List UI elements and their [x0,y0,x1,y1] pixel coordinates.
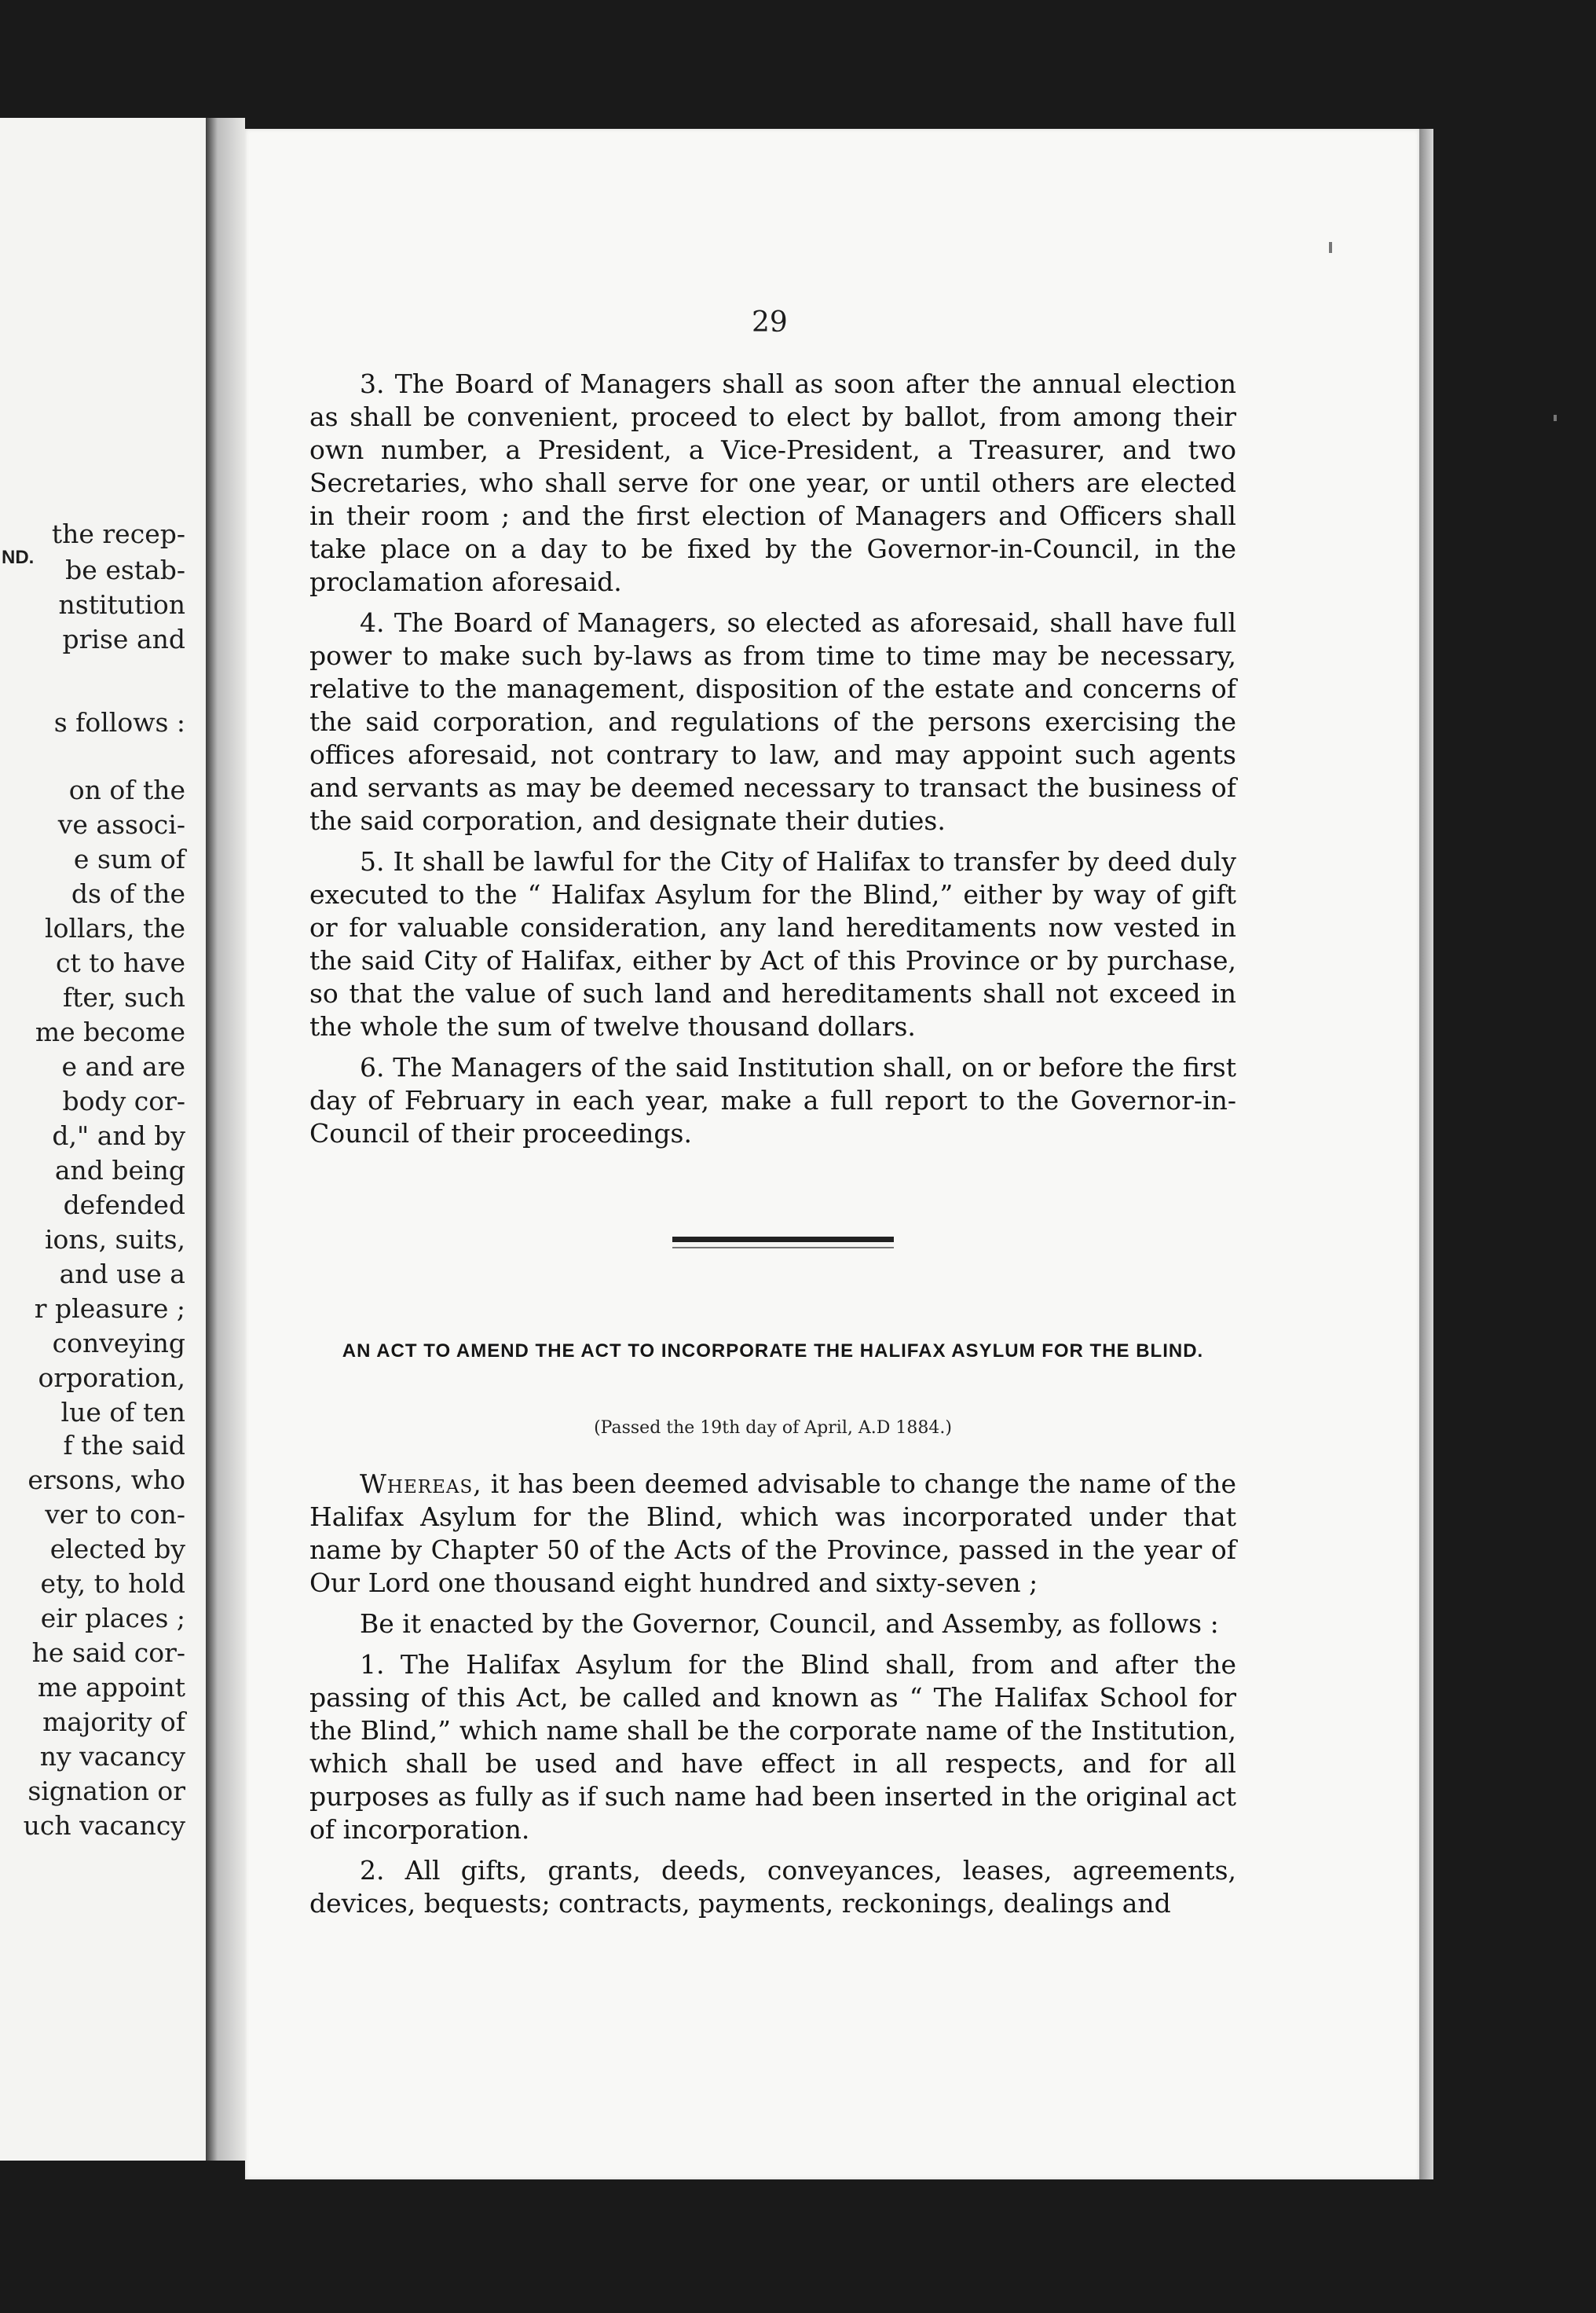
act-title: AN ACT TO AMEND THE ACT TO INCORPORATE THE HALIFAX ASYLUM FOR THE BLIND. [342,1340,1204,1362]
book-gutter [206,118,245,2161]
left-page-line: ct to have [56,948,185,978]
section-3: 3. The Board of Managers shall as soon after the annual election as shall be convenient, proceed to elect by ballot, from among their own number, a President, a Vice-President, a Treasurer, and two Secretaries, who shall serve for one year, or until others are elected in their room ; and the first election of Managers and Officers shall take place on a day to be fixed by the Governor-in-Council, in the proclamation aforesaid. [309,368,1236,597]
left-page-line: ety, to hold [40,1568,185,1599]
left-page-line: conveying [52,1328,185,1358]
left-page-line: majority of [42,1706,185,1737]
left-page-line: ver to con- [45,1499,185,1530]
left-page-line: and being [54,1155,185,1186]
amend-section-1: 1. The Halifax Asylum for the Blind shall, from and after the passing of this Act, be called and known as “ The Halifax School for the Blind,” which name shall be the corporate name of the Institution, which shall be used and have effect in all respects, and for all purposes as fully as if such name had been inserted in the original act of incorporation. [309,1649,1236,1845]
left-page-line: ersons, who [27,1464,185,1495]
left-page-line: r pleasure ; [34,1293,185,1324]
left-page-line: ny vacancy [39,1741,185,1772]
left-page-heading: ND. [2,547,35,568]
left-page-line: uch vacancy [23,1810,185,1841]
left-page-line: elected by [49,1534,185,1564]
left-page-line: me appoint [37,1672,185,1703]
left-page-line: he said cor- [31,1637,185,1668]
section-5: 5. It shall be lawful for the City of Halifax to transfer by deed duly executed to the “ Halifax Asylum for the Blind,” either by way of gift or for valuable consideration, any land hereditaments now vested in the said City of Halifax, either by Act of this Province or by purchase, so that the value of such land and hereditaments shall not exceed in the whole the sum of twelve thousand dollars. [309,846,1236,1042]
page-edge [1419,129,1433,2179]
left-page-line: prise and [62,624,185,654]
left-page-line: signation or [27,1776,185,1806]
left-page-line: ds of the [71,878,185,909]
left-page-line: ve associ- [57,809,185,840]
dust-mark [1329,242,1332,253]
left-page-line: nstitution [58,589,185,620]
left-page-line: on of the [68,775,185,805]
dust-mark [1554,415,1557,421]
left-page-line: ions, suits, [44,1224,185,1255]
left-page-line: d," and by [52,1120,185,1151]
passed-date: (Passed the 19th day of April, A.D 1884.) [594,1418,952,1438]
whereas-text: it has been deemed advisable to change the name of the Halifax Asylum for the Blind, which was incorporated under that name by Chapter 50 of the Acts of the Province, passed in the year of Our Lord one thousand eight hundred and sixty-seven ; [309,1468,1236,1598]
whereas-word: Whereas, [360,1468,482,1499]
left-page-line: defended [63,1189,185,1220]
divider-rule [672,1237,894,1242]
amend-section-2: 2. All gifts, grants, deeds, conveyances, leases, agreements, devices, bequests; contracts, payments, reckonings, dealings and [309,1855,1236,1919]
left-page-line: orporation, [38,1362,185,1393]
left-page-line: eir places ; [40,1603,185,1633]
left-page-line: e and are [61,1051,185,1082]
left-page-line: s follows : [53,707,185,738]
enacting-clause: Be it enacted by the Governor, Council, and Assemby, as follows : [360,1608,1219,1639]
whereas-paragraph [309,1468,1236,1600]
left-page-line: me become [35,1017,185,1047]
left-page-line: lollars, the [45,913,185,944]
previous-page-strip [0,118,206,2161]
left-page-line: f the said [63,1430,185,1461]
section-6: 6. The Managers of the said Institution shall, on or before the first day of February in each year, make a full report to the Governor-in-Council of their proceedings. [309,1052,1236,1149]
left-page-line: the recep- [51,519,185,549]
left-page-line: fter, such [62,982,185,1013]
left-page-line: lue of ten [60,1397,185,1428]
left-page-line: be estab- [65,555,185,585]
left-page-line: body cor- [62,1086,185,1116]
divider-rule-thin [672,1247,894,1248]
amending-act-block [309,1468,1236,1928]
left-page-line: and use a [59,1259,185,1289]
section-4: 4. The Board of Managers, so elected as aforesaid, shall have full power to make such by-laws as from time to time may be necessary, relative to the management, disposition of the estate and concerns of the said corporation, and regulations of the persons exercising the offices aforesaid, not contrary to law, and may appoint such agents and servants as may be deemed necessary to transact the business of the said corporation, and designate their duties. [309,607,1236,836]
left-page-line: e sum of [73,844,185,874]
sections-block [309,368,1236,1158]
page-number: 29 [752,306,788,339]
